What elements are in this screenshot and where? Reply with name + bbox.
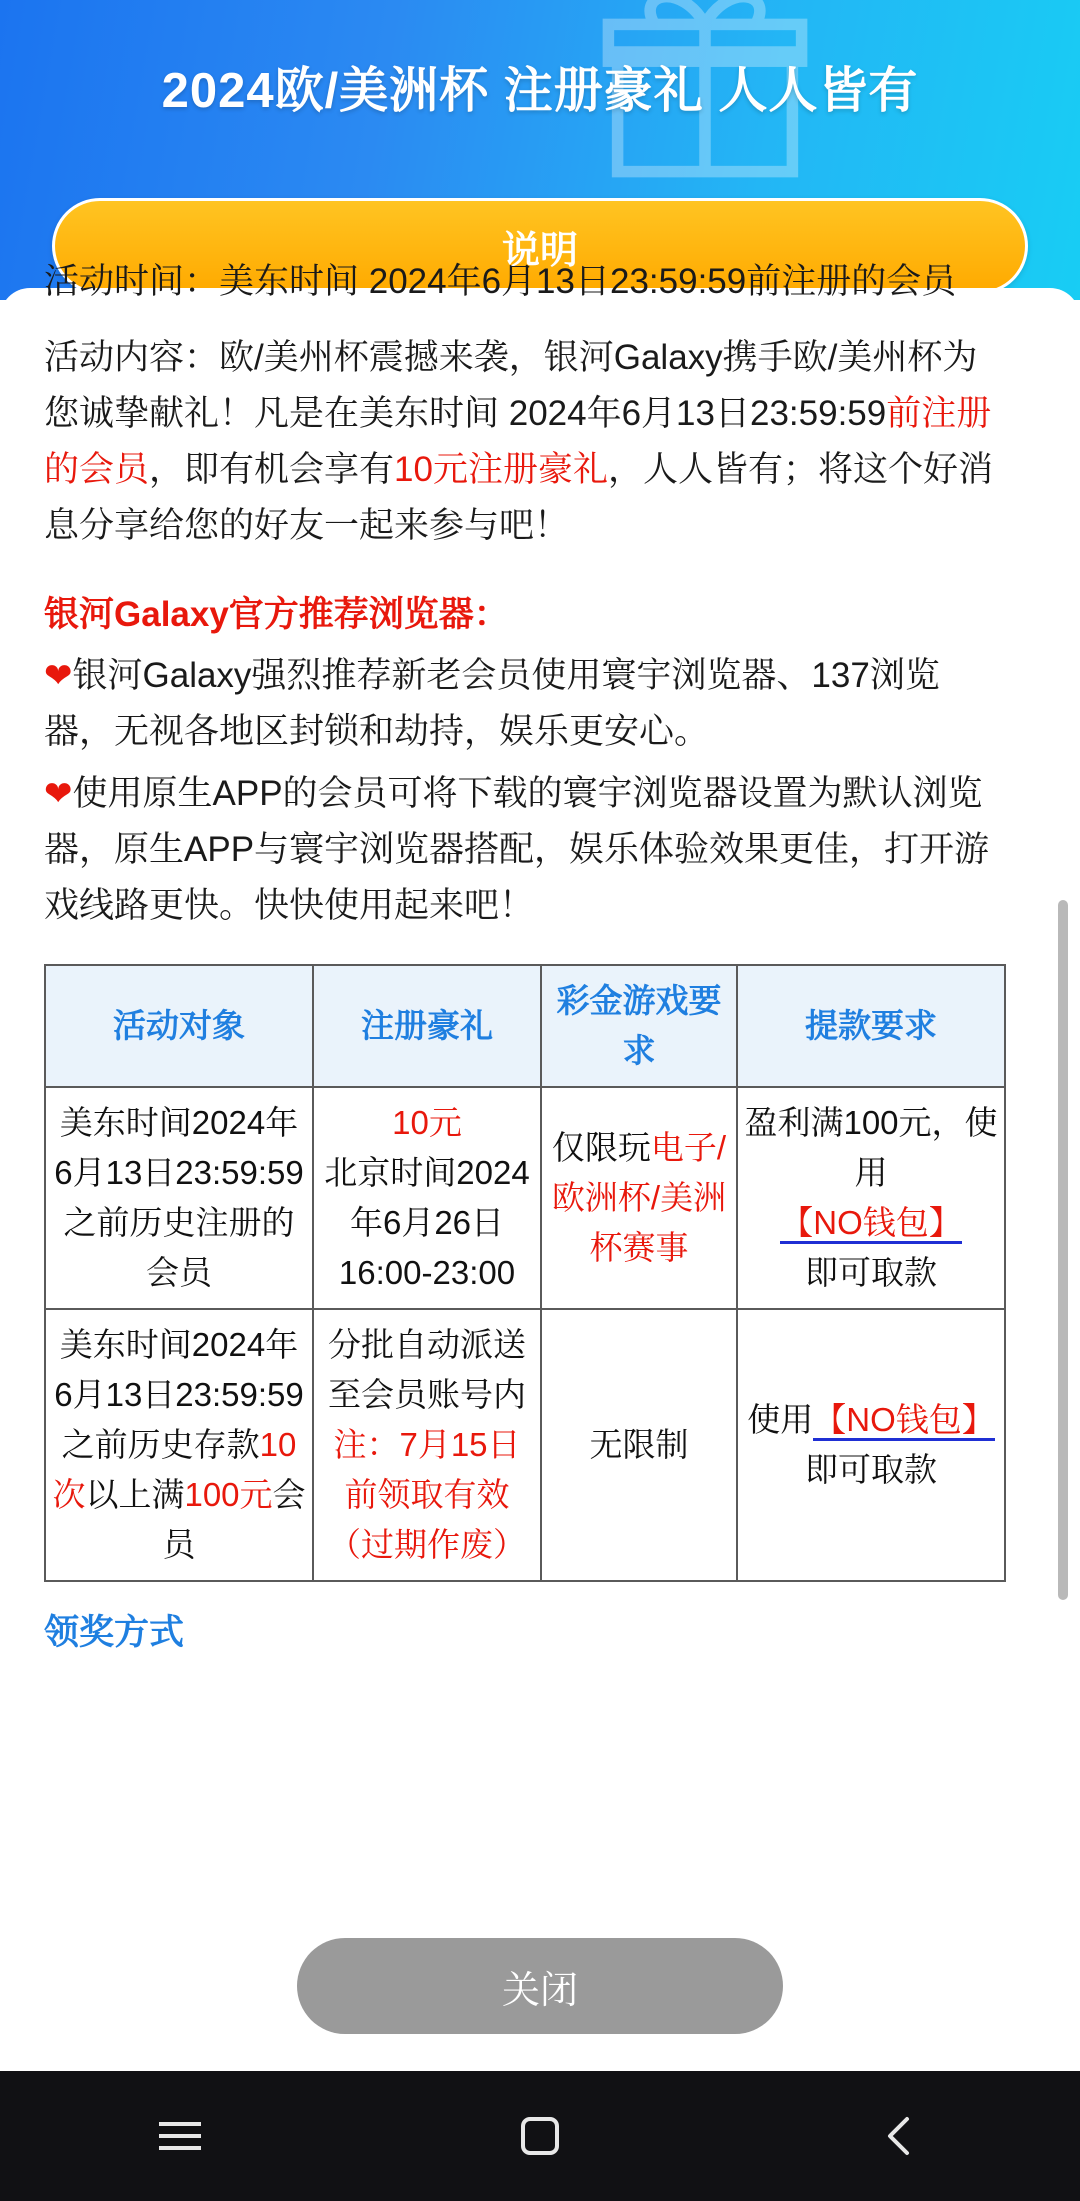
row2-audience — [45, 1309, 313, 1581]
row2-withdraw-wallet: 【NO钱包】 — [813, 1401, 995, 1441]
row2-audience-part1: 美东时间2024年6月13日23:59:59之前历史存款 — [54, 1326, 304, 1463]
row1-withdraw-part2: 即可取款 — [805, 1254, 937, 1291]
row2-gift-desc: 分批自动派送至会员账号内 — [328, 1326, 526, 1413]
clipped-activity-time-text: 活动时间：美东时间 2024年6月13日23:59:59前注册的会员 — [44, 262, 957, 301]
row1-withdraw-wallet: 【NO钱包】 — [780, 1204, 962, 1244]
back-icon[interactable] — [840, 2071, 960, 2201]
menu-icon[interactable] — [120, 2071, 240, 2201]
content-scrollbar-thumb[interactable] — [1058, 900, 1068, 1600]
table-row — [45, 1087, 1005, 1309]
row2-game-requirement: 无限制 — [541, 1309, 737, 1581]
row2-withdraw — [737, 1309, 1005, 1581]
activity-content-part1: 活动内容：欧/美州杯震撼来袭，银河Galaxy携手欧/美州杯为您诚挚献礼！凡是在美东时间 2024年6月13日23:59:59 — [44, 338, 978, 433]
promo-table — [44, 964, 1006, 1582]
row2-withdraw-part1: 使用 — [747, 1401, 814, 1438]
table-header-game-requirement: 彩金游戏要求 — [541, 965, 737, 1087]
browser-line-1-text: 银河Galaxy强烈推荐新老会员使用寰宇浏览器、137浏览器，无视各地区封锁和劫持，娱乐更安心。 — [44, 656, 940, 751]
browser-line-1 — [44, 648, 1004, 760]
android-navbar — [0, 2071, 1080, 2201]
activity-content-highlight2: 10元注册豪礼 — [394, 450, 608, 489]
row1-gift-time: 北京时间2024年6月26日16:00-23:00 — [324, 1154, 530, 1291]
table-row — [45, 1309, 1005, 1581]
table-header-gift: 注册豪礼 — [313, 965, 541, 1087]
instructions-button[interactable]: 说明 — [52, 198, 1028, 294]
activity-content-part2: ，即有机会享有 — [149, 450, 395, 489]
table-header-row — [45, 965, 1005, 1087]
heart-icon: ❤ — [44, 657, 73, 695]
page-title: 2024欧/美洲杯 注册豪礼 人人皆有 — [161, 64, 919, 118]
row1-withdraw — [737, 1087, 1005, 1309]
table-header-withdraw-requirement: 提款要求 — [737, 965, 1005, 1087]
browser-line-2-text: 使用原生APP的会员可将下载的寰宇浏览器设置为默认浏览器，原生APP与寰宇浏览器搭配，娱乐体验效果更佳，打开游戏线路更快。快快使用起来吧！ — [44, 774, 990, 925]
table-header-audience: 活动对象 — [45, 965, 313, 1087]
activity-content-paragraph — [44, 330, 1004, 554]
row2-audience-count: 10次 — [52, 1426, 297, 1513]
row1-audience: 美东时间2024年6月13日23:59:59之前历史注册的会员 — [45, 1087, 313, 1309]
row1-withdraw-part1: 盈利满100元，使用 — [744, 1104, 998, 1191]
claim-method-title: 领奖方式 — [44, 1613, 185, 1652]
row2-audience-part3: 会员 — [162, 1476, 306, 1563]
row1-gift-amount: 10元 — [392, 1104, 462, 1141]
row2-gift — [313, 1309, 541, 1581]
home-icon[interactable] — [480, 2071, 600, 2201]
content-sheet — [0, 262, 1080, 1919]
row1-gift — [313, 1087, 541, 1309]
browser-section-title: 银河Galaxy官方推荐浏览器： — [44, 595, 509, 634]
clipped-activity-time — [44, 254, 1004, 330]
activity-content-highlight1: 前注册的会员 — [44, 394, 992, 489]
row2-gift-note: 注：7月15日前领取有效（过期作废） — [328, 1426, 526, 1563]
row1-game-prefix: 仅限玩 — [551, 1129, 651, 1166]
close-button[interactable]: 关闭 — [297, 1938, 783, 2034]
row1-game-scope: 电子/欧洲杯/美洲杯赛事 — [551, 1129, 727, 1266]
content-scrollbar-track[interactable] — [1064, 300, 1074, 1610]
row1-game-requirement — [541, 1087, 737, 1309]
content-body — [44, 262, 1004, 1658]
heart-icon-2: ❤ — [44, 775, 73, 813]
browser-line-2 — [44, 766, 1004, 934]
activity-content-part3: ，人人皆有；将这个好消息分享给您的好友一起来参与吧！ — [44, 450, 993, 545]
row2-audience-part2: 以上满 — [85, 1476, 185, 1513]
row2-audience-amount: 100元 — [184, 1476, 273, 1513]
row2-withdraw-part2: 即可取款 — [805, 1451, 937, 1488]
content-bottom-fade — [0, 1823, 1080, 1919]
